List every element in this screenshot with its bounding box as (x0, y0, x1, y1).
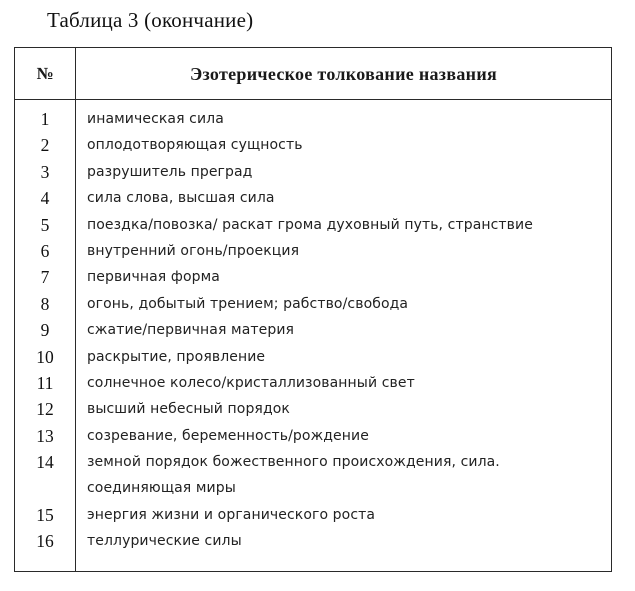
row-description: инамическая сила (87, 111, 224, 127)
table-row (15, 449, 611, 502)
row-number: 15 (36, 504, 54, 525)
table-row (15, 317, 611, 343)
table-row (15, 159, 611, 185)
table-row (15, 264, 611, 290)
table-row (15, 423, 611, 449)
row-description: высший небесный порядок (87, 401, 290, 418)
header-number: № (36, 64, 54, 83)
table-row (15, 212, 611, 238)
esoteric-table (14, 47, 612, 572)
table-caption: Таблица 3 (окончание) (47, 8, 254, 32)
row-number: 14 (36, 452, 54, 473)
row-description: земной порядок божественного происхождения, сила. соединяющая миры (87, 454, 500, 497)
row-number: 16 (36, 531, 54, 552)
table-row (15, 344, 611, 370)
row-number: 2 (40, 135, 50, 156)
table-row (15, 502, 611, 528)
row-number: 10 (36, 346, 54, 367)
row-description: сила слова, высшая сила (87, 190, 275, 207)
row-description: энергия жизни и органического роста (87, 506, 376, 523)
table-row (15, 370, 611, 396)
row-number: 3 (40, 161, 50, 182)
row-description: первичная форма (87, 269, 220, 286)
row-number: 7 (40, 267, 50, 288)
table-row (15, 106, 611, 132)
row-number: 11 (36, 372, 54, 393)
row-number: 4 (40, 188, 50, 209)
table-row (15, 132, 611, 158)
row-number: 12 (36, 399, 54, 420)
table-row (15, 238, 611, 264)
row-number: 6 (40, 240, 50, 261)
row-description: раскрытие, проявление (87, 348, 266, 365)
row-description: оплодотворяющая сущность (87, 137, 303, 154)
row-number: 13 (36, 425, 54, 446)
table-row (15, 291, 611, 317)
table-row (15, 185, 611, 211)
table-row (15, 396, 611, 422)
row-description: поездка/повозка/ раскат грома духовный путь, странствие (87, 216, 533, 233)
header-description: Эзотерическое толкование названия (189, 63, 498, 84)
table-header (15, 48, 611, 100)
table-body (15, 106, 611, 555)
row-description: огонь, добытый трением; рабство/свобода (87, 295, 409, 312)
row-description: созревание, беременность/рождение (87, 427, 369, 444)
row-description: внутренний огонь/проекция (87, 242, 300, 259)
row-description: разрушитель преград (87, 163, 253, 180)
row-number: 5 (40, 214, 50, 235)
row-description: сжатие/первичная материя (87, 322, 295, 339)
row-description: солнечное колесо/кристаллизованный свет (87, 374, 415, 391)
table-row (15, 528, 611, 554)
row-number: 8 (40, 293, 50, 314)
row-number: 1 (40, 109, 50, 129)
row-number: 9 (40, 320, 50, 341)
row-description: теллурические силы (87, 533, 242, 550)
